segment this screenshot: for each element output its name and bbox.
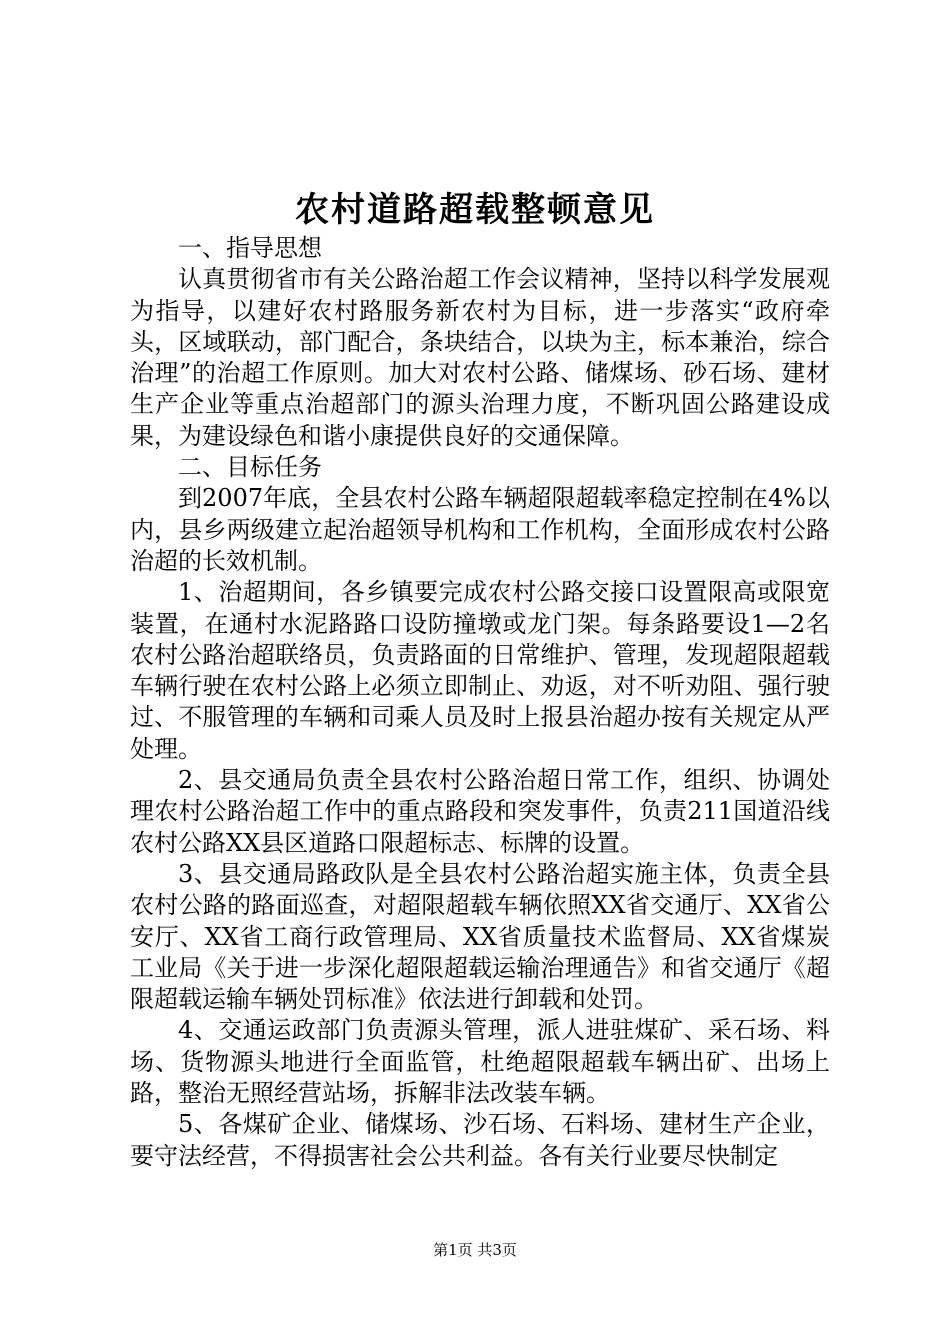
paragraph-guiding-thought: 认真贯彻省市有关公路治超工作会议精神，坚持以科学发展观为指导，以建好农村路服务新农村为目标，进一步落实“政府牵头，区域联动，部门配合，条块结合，以块为主，标本兼治，综合治理”的治超工作原则。加大对农村公路、储煤场、砂石场、建材生产企业等重点治超部门的源头治理力度，不断巩固公路建设成果，为建设绿色和谐小康提供良好的交通保障。 bbox=[130, 265, 830, 450]
document-title: 农村道路超载整顿意见 bbox=[295, 190, 655, 230]
paragraph-item-4: 4、交通运政部门负责源头管理，派人进驻煤矿、采石场、料场、货物源头地进行全面监管，杜绝超限超载车辆出矿、出场上路，整治无照经营站场，拆解非法改装车辆。 bbox=[130, 1016, 830, 1108]
paragraph-item-3: 3、县交通局路政队是全县农村公路治超实施主体，负责全县农村公路的路面巡查，对超限超载车辆依照XX省交通厅、XX省公安厅、XX省工商行政管理局、XX省质量技术监督局、XX省煤炭工业局《关于进一步深化超限超载运输治理通告》和省交通厅《超限超载运输车辆处罚标准》依法进行卸载和处罚。 bbox=[130, 859, 830, 1014]
section-heading-goals: 二、目标任务 bbox=[178, 453, 322, 482]
paragraph-item-5: 5、各煤矿企业、储煤场、沙石场、石料场、建材生产企业，要守法经营，不得损害社会公共利益。各有关行业要尽快制定 bbox=[130, 1110, 830, 1170]
paragraph-goals: 到2007年底，全县农村公路车辆超限超载率稳定控制在4%以内，县乡两级建立起治超领导机构和工作机构，全面形成农村公路治超的长效机制。 bbox=[130, 484, 830, 575]
section-heading-guiding-thought: 一、指导思想 bbox=[178, 234, 322, 262]
page-footer: 第1页 共3页 bbox=[433, 1241, 517, 1259]
document-body bbox=[130, 233, 830, 1172]
paragraph-item-2: 2、县交通局负责全县农村公路治超日常工作，组织、协调处理农村公路治超工作中的重点路段和突发事件，负责211国道沿线农村公路XX县区道路口限超标志、标牌的设置。 bbox=[130, 766, 830, 857]
paragraph-item-1: 1、治超期间，各乡镇要完成农村公路交接口设置限高或限宽装置，在通村水泥路路口设防撞墩或龙门架。每条路要设1—2名农村公路治超联络员，负责路面的日常维护、管理，发现超限超载车辆行驶在农村公路上必须立即制止、劝返，对不听劝阻、强行驶过、不服管理的车辆和司乘人员及时上报县治超办按有关规定从严处理。 bbox=[130, 578, 830, 763]
